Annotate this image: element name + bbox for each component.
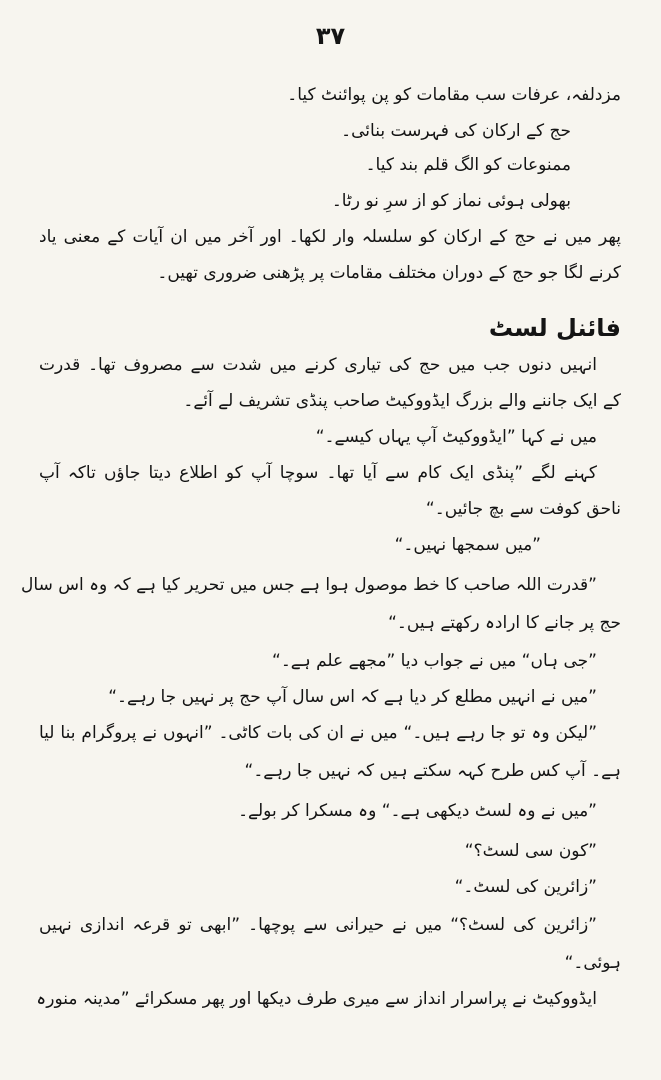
text-line: مزدلفہ، عرفات سب مقامات کو پن پوائنٹ کیا۔ bbox=[287, 85, 621, 105]
text-line: ”میں نے انہیں مطلع کر دیا ہے کہ اس سال آپ حج پر نہیں جا رہے۔“ bbox=[108, 687, 597, 707]
text-line: ”زائرین کی لسٹ؟“ میں نے حیرانی سے پوچھا۔ ”ابھی تو قرعہ اندازی نہیں bbox=[39, 915, 597, 935]
text-line: ”قدرت اللہ صاحب کا خط موصول ہوا ہے جس میں تحریر کیا ہے کہ وہ اس سال bbox=[21, 575, 597, 595]
page-number: ۳۷ bbox=[315, 22, 346, 50]
text-line: ”زائرین کی لسٹ۔“ bbox=[454, 877, 597, 897]
text-line: ہے۔ آپ کس طرح کہہ سکتے ہیں کہ نہیں جا رہے۔“ bbox=[244, 761, 621, 781]
text-line: ”جی ہاں“ میں نے جواب دیا ”مجھے علم ہے۔“ bbox=[272, 651, 597, 671]
section-heading: فائنل لسٹ bbox=[488, 314, 621, 342]
text-line: ہوئی۔“ bbox=[564, 953, 621, 973]
text-line: ”میں نے وہ لسٹ دیکھی ہے۔“ وہ مسکرا کر بولے۔ bbox=[238, 801, 597, 821]
text-line: کہنے لگے ”پنڈی ایک کام سے آیا تھا۔ سوچا آپ کو اطلاع دیتا جاؤں تاکہ آپ bbox=[39, 463, 597, 483]
text-line: حج کے ارکان کی فہرست بنائی۔ bbox=[341, 121, 571, 141]
text-line: حج پر جانے کا ارادہ رکھتے ہیں۔“ bbox=[388, 613, 621, 633]
text-line: انہیں دنوں جب میں حج کی تیاری کرنے میں شدت سے مصروف تھا۔ قدرت bbox=[39, 355, 597, 375]
text-line: پھر میں نے حج کے ارکان کو سلسلہ وار لکھا۔ اور آخر میں ان آیات کے معنی یاد bbox=[39, 227, 621, 247]
text-line: کرنے لگا جو حج کے دوران مختلف مقامات پر پڑھنی ضروری تھیں۔ bbox=[157, 263, 621, 283]
text-line: کے ایک جاننے والے بزرگ ایڈووکیٹ صاحب پنڈی تشریف لے آئے۔ bbox=[183, 391, 621, 411]
text-line: ”میں سمجھا نہیں۔“ bbox=[394, 535, 541, 555]
text-line: بھولی ہوئی نماز کو از سرِ نو رٹا۔ bbox=[331, 191, 571, 211]
text-line: ”لیکن وہ تو جا رہے ہیں۔“ میں نے ان کی بات کاٹی۔ ”انہوں نے پروگرام بنا لیا bbox=[39, 723, 597, 743]
text-line: ایڈووکیٹ نے پراسرار انداز سے میری طرف دیکھا اور پھر مسکرائے ”مدینہ منورہ bbox=[36, 989, 597, 1009]
text-line: میں نے کہا ”ایڈووکیٹ آپ یہاں کیسے۔“ bbox=[315, 427, 597, 447]
text-line: ”کون سی لسٹ؟“ bbox=[464, 841, 597, 861]
text-line: ممنوعات کو الگ قلم بند کیا۔ bbox=[365, 155, 571, 175]
text-line: ناحق کوفت سے بچ جائیں۔“ bbox=[425, 499, 621, 519]
